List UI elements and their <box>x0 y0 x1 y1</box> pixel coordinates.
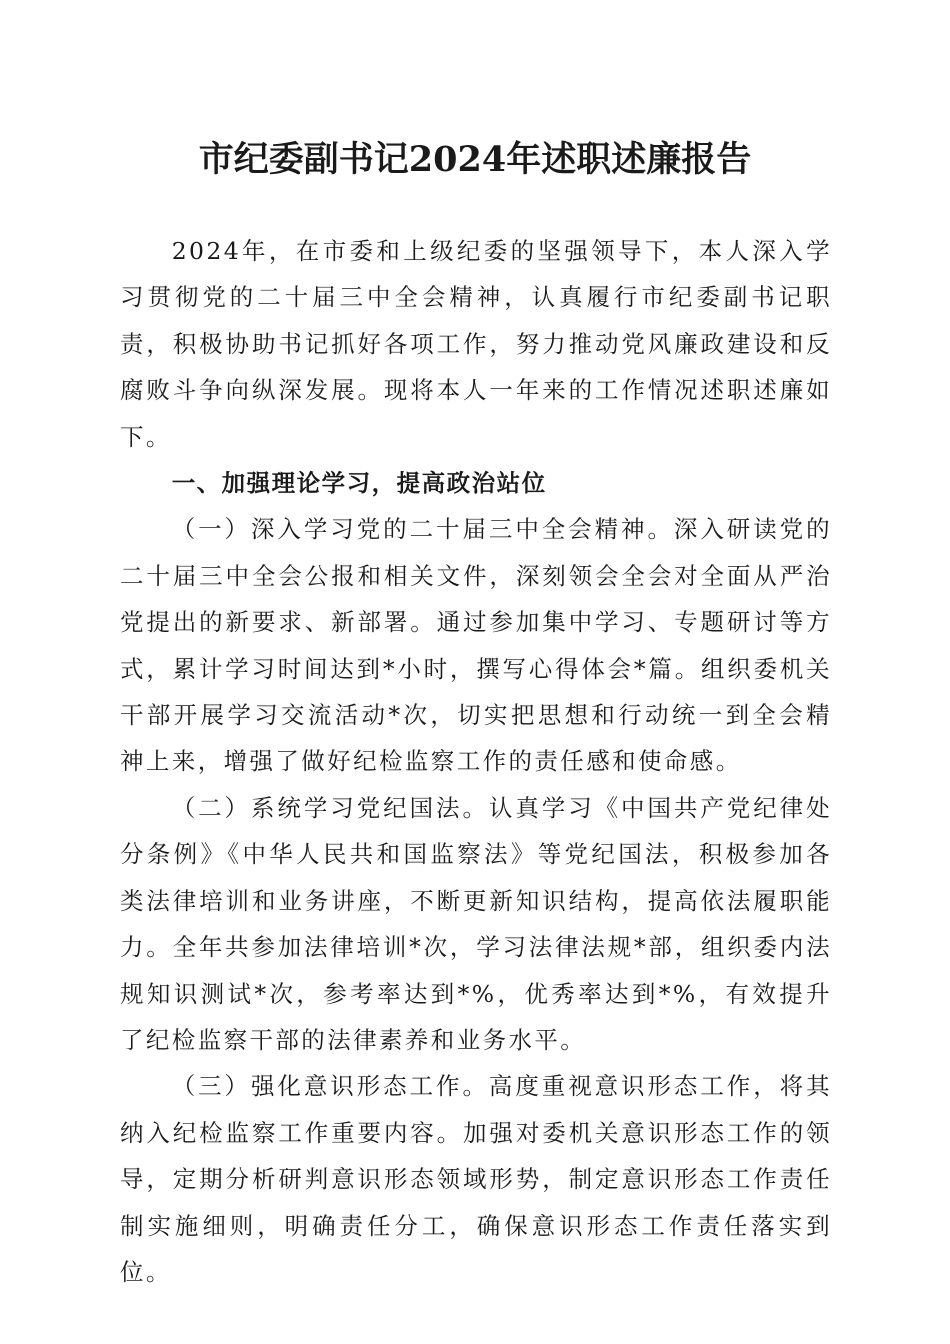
paragraph-text: 高度重视意识形态工作，将其纳入纪检监察工作重要内容。加强对委机关意识形态工作的领导，定期分析研判意识形态领域形势，制定意识形态工作责任制实施细则，明确责任分工，确保意识形态工作责任落实到位。 <box>120 1072 832 1286</box>
subsection-lead: （三）强化意识形态工作。 <box>171 1072 489 1101</box>
paragraph-text: 2024年，在市委和上级纪委的坚强领导下，本人深入学习贯彻党的二十届三中全会精神，认真履行市纪委副书记职责，积极协助书记抓好各项工作，努力推动党风廉政建设和反腐败斗争向纵深发展。现将本人一年来的工作情况述职述廉如下。 <box>120 237 832 451</box>
section-heading-1: 一、加强理论学习，提高政治站位 <box>171 469 547 498</box>
paragraph-text: 认真学习《中国共产党纪律处分条例》《中华人民共和国监察法》等党纪国法，积极参加各类法律培训和业务讲座，不断更新知识结构，提高依法履职能力。全年共参加法律培训*次，学习法律法规*部，组织委内法规知识测试*次，参考率达到*%，优秀率达到*%，有效提升了纪检监察干部的法律素养和业务水平。 <box>120 793 832 1054</box>
subsection-paragraph-2 <box>120 785 832 1063</box>
document-title: 市纪委副书记2024年述职述廉报告 <box>198 139 752 180</box>
subsection-lead: （二）系统学习党纪国法。 <box>171 793 489 822</box>
subsection-paragraph-3 <box>120 1063 832 1295</box>
subsection-paragraph-1 <box>120 506 832 784</box>
subsection-lead: （一）深入学习党的二十届三中全会精神。 <box>171 515 674 544</box>
intro-paragraph <box>120 228 832 460</box>
document-body <box>120 228 832 1295</box>
paragraph-text: 深入研读党的二十届三中全会公报和相关文件，深刻领会全会对全面从严治党提出的新要求、新部署。通过参加集中学习、专题研讨等方式，累计学习时间达到*小时，撰写心得体会*篇。组织委机关干部开展学习交流活动*次，切实把思想和行动统一到全会精神上来，增强了做好纪检监察工作的责任感和使命感。 <box>120 515 832 776</box>
